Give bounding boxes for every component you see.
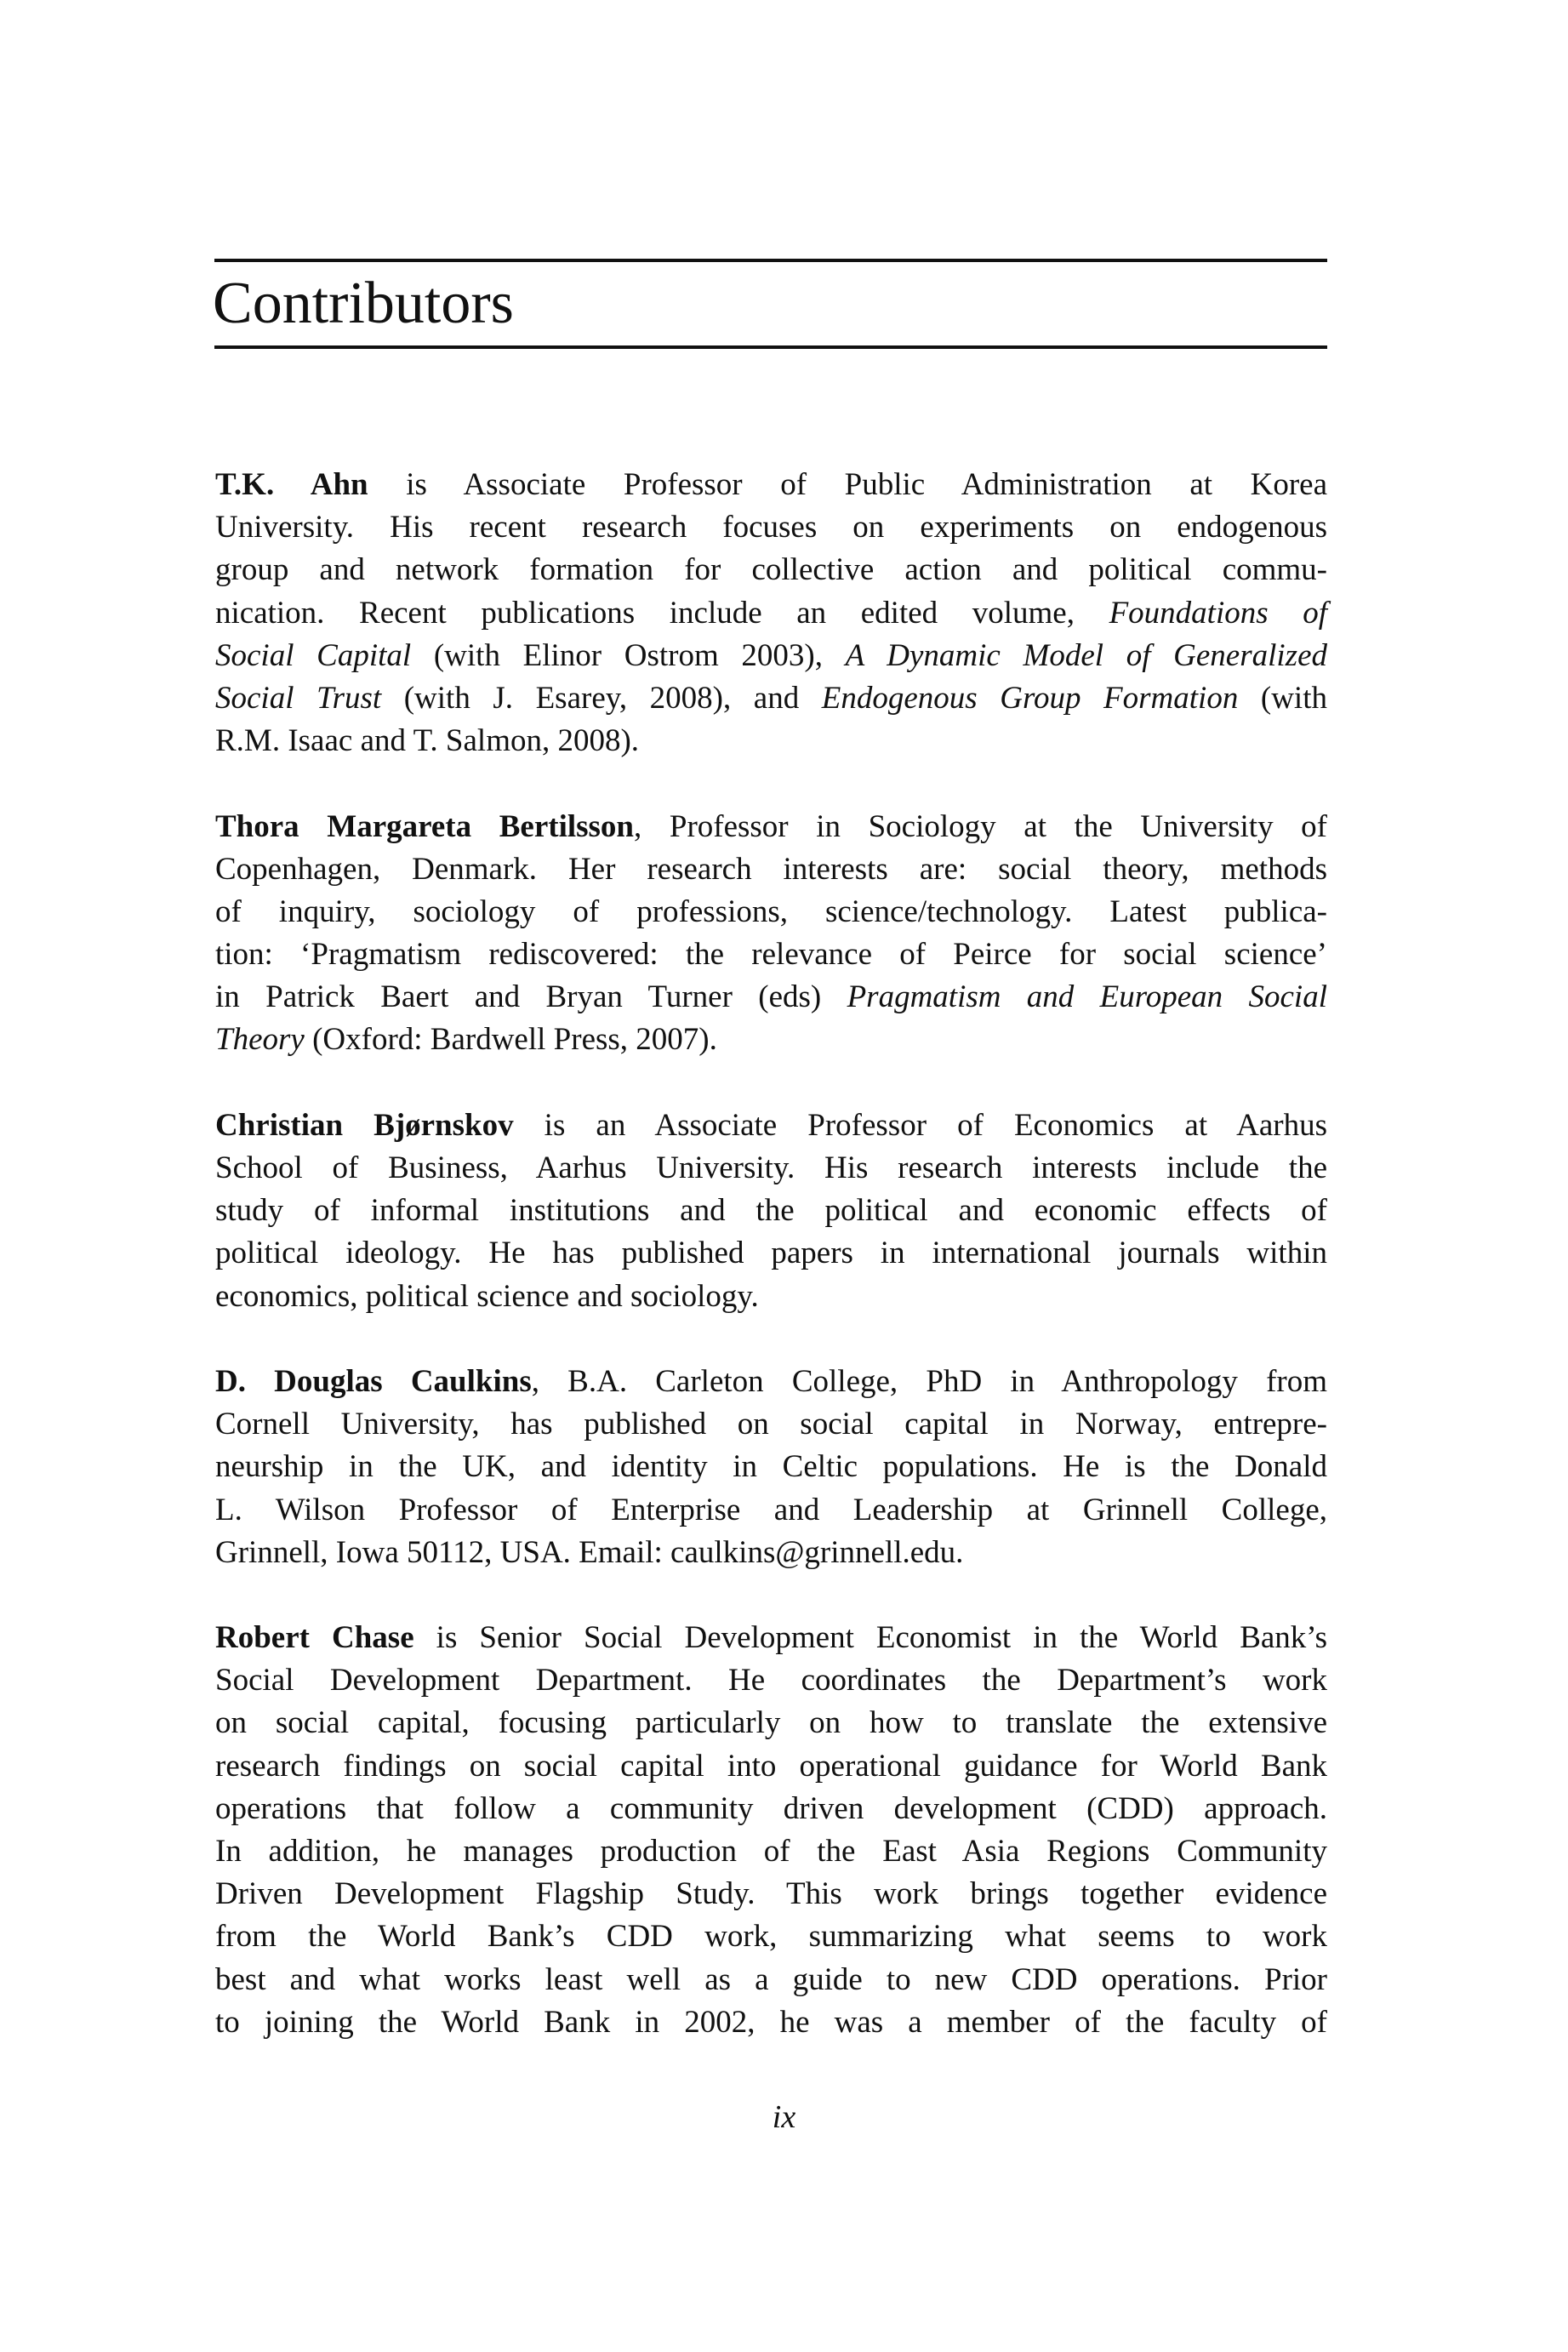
text-line	[215, 1532, 1327, 1574]
body-text: group and network formation for collective action and political commu-	[215, 552, 1327, 588]
body-text: R.M. Isaac and T. Salmon, 2008).	[215, 723, 640, 759]
text-line	[215, 1147, 1327, 1190]
text-line	[215, 1276, 1327, 1318]
text-line	[215, 720, 1327, 762]
body-text: to joining the World Bank in 2002, he was a member of the faculty of	[215, 2004, 1327, 2040]
body-text: from the World Bank’s CDD work, summarizing what seems to work	[215, 1919, 1327, 1955]
body-text: L. Wilson Professor of Enterprise and Leadership at Grinnell College,	[215, 1492, 1327, 1527]
body-text: , Professor in Sociology at the University of	[634, 808, 1327, 844]
body-text: (with J. Esarey, 2008), and	[381, 680, 822, 716]
title-rule-top	[214, 259, 1327, 262]
body-text: economics, political science and sociology.	[215, 1278, 759, 1314]
text-line	[215, 1489, 1327, 1532]
body-text: is Associate Professor of Public Administration at Korea	[368, 467, 1328, 502]
body-text: (with Elinor Ostrom 2003),	[411, 637, 846, 673]
body-text: University. His recent research focuses on experiments on endogenous	[215, 510, 1327, 545]
body-text: nication. Recent publications include an edited volume,	[215, 595, 1109, 631]
publication-title: Pragmatism and European Social	[847, 979, 1327, 1015]
text-line	[215, 1915, 1327, 1958]
text-line	[215, 1959, 1327, 2001]
publication-title: A Dynamic Model of Generalized	[845, 637, 1327, 673]
text-line	[215, 1105, 1327, 1147]
text-line	[215, 464, 1327, 506]
body-text: is an Associate Professor of Economics at Aarhus	[513, 1107, 1327, 1143]
body-text: In addition, he manages production of the East Asia Regions Community	[215, 1834, 1327, 1869]
body-text: tion: ‘Pragmatism rediscovered: the relevance of Peirce for social science’	[215, 937, 1327, 973]
body-text: research findings on social capital into operational guidance for World Bank	[215, 1748, 1327, 1784]
publication-title: Social Capital	[215, 637, 412, 673]
text-line	[215, 933, 1327, 976]
body-text: School of Business, Aarhus University. His research interests include the	[215, 1150, 1327, 1185]
text-line	[215, 848, 1327, 891]
body-text: (Oxford: Bardwell Press, 2007).	[304, 1022, 717, 1058]
body-text: Social Development Department. He coordinates the Department’s work	[215, 1663, 1327, 1698]
body-text: Copenhagen, Denmark. Her research interests are: social theory, methods	[215, 851, 1327, 887]
text-line	[215, 1190, 1327, 1232]
contributor-entry	[215, 1361, 1327, 1574]
text-line	[215, 806, 1327, 848]
text-line	[215, 592, 1327, 635]
publication-title: Theory	[215, 1022, 305, 1058]
contributor-entry	[215, 1105, 1327, 1318]
body-text: in Patrick Baert and Bryan Turner (eds)	[215, 979, 847, 1015]
text-line	[215, 976, 1327, 1019]
body-text: , B.A. Carleton College, PhD in Anthropology from	[531, 1363, 1327, 1399]
text-line	[215, 1446, 1327, 1488]
text-line	[215, 1788, 1327, 1830]
text-line	[215, 1745, 1327, 1788]
page-number: ix	[772, 2099, 796, 2135]
contributor-name: T.K. Ahn	[215, 467, 368, 502]
text-line	[215, 1232, 1327, 1275]
text-line	[215, 1403, 1327, 1446]
body-text: on social capital, focusing particularly on how to translate the extensive	[215, 1705, 1327, 1741]
contributor-entry	[215, 464, 1327, 762]
body-text: Cornell University, has published on social capital in Norway, entrepre-	[215, 1407, 1327, 1442]
text-line	[215, 1617, 1327, 1659]
body-text: operations that follow a community driven development (CDD) approach.	[215, 1790, 1327, 1826]
contributor-name: Thora Margareta Bertilsson	[215, 808, 635, 844]
body-text: best and what works least well as a guide to new CDD operations. Prior	[215, 1961, 1327, 1997]
publication-title: Endogenous Group Formation	[821, 680, 1239, 716]
contributors-list	[215, 464, 1327, 2087]
contributor-name: D. Douglas Caulkins	[215, 1363, 532, 1399]
page-title: Contributors	[213, 271, 514, 336]
text-line	[215, 506, 1327, 549]
body-text: Driven Development Flagship Study. This work brings together evidence	[215, 1876, 1327, 1912]
contributor-entry	[215, 1617, 1327, 2044]
body-text: of inquiry, sociology of professions, science/technology. Latest publica-	[215, 893, 1327, 929]
contributor-entry	[215, 806, 1327, 1062]
text-line	[215, 1659, 1327, 1702]
body-text: political ideology. He has published papers in international journals within	[215, 1236, 1327, 1271]
body-text: is Senior Social Development Economist in the World Bank’s	[413, 1620, 1327, 1656]
text-line	[215, 2001, 1327, 2044]
text-line	[215, 1361, 1327, 1403]
text-line	[215, 1830, 1327, 1873]
body-text: neurship in the UK, and identity in Celtic populations. He is the Donald	[215, 1449, 1327, 1485]
title-rule-bottom	[214, 345, 1327, 349]
body-text: study of informal institutions and the political and economic effects of	[215, 1193, 1327, 1229]
contributor-name: Christian Bjørnskov	[215, 1107, 514, 1143]
text-line	[215, 891, 1327, 933]
contributor-name: Robert Chase	[215, 1620, 414, 1656]
text-line	[215, 1019, 1327, 1061]
publication-title: Social Trust	[215, 680, 382, 716]
text-line	[215, 635, 1327, 677]
publication-title: Foundations of	[1109, 595, 1327, 631]
body-text: (with	[1238, 680, 1327, 716]
text-line	[215, 549, 1327, 591]
text-line	[215, 1702, 1327, 1744]
text-line	[215, 677, 1327, 720]
text-line	[215, 1873, 1327, 1915]
body-text: Grinnell, Iowa 50112, USA. Email: caulkins@grinnell.edu.	[215, 1534, 964, 1570]
